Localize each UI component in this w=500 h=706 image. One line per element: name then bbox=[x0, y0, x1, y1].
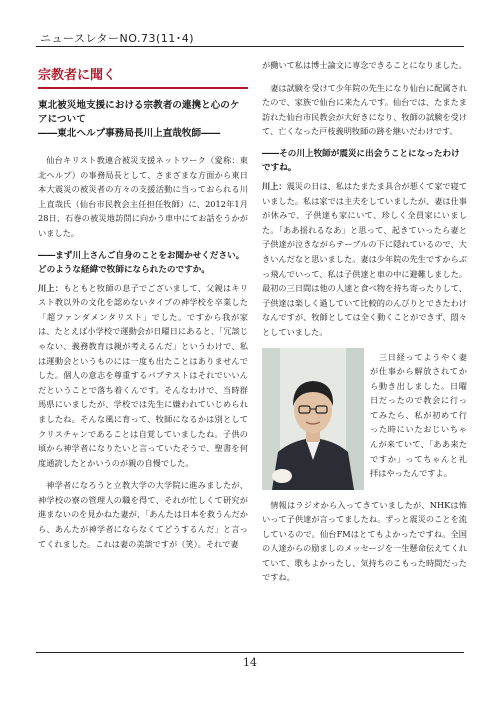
answer-2-paragraph-2-text: 三日経ってようやく妻が仕事から解放されてから動き出しました。日曜日だったので教会に行ってみたら、私が初めて行った時にいたおじいちゃんが来ていて、「ああ来たですか」ってちゃんと礼拝はやったんですよ。 bbox=[370, 351, 467, 479]
answer-1-paragraph-2: 神学者になろうと立教大学の大学院に進みましたが、神学校の寮の管理人の職を得て、それが忙しくて研究が進まないのを見かねた妻が、「あんたは日本を救うんだから、あんたが神学者にならなくてどうするんだ」と言ってくれました。これは妻の美談ですが（笑）。それで妻 bbox=[38, 480, 248, 549]
section-title: 宗教者に聞く bbox=[38, 64, 248, 89]
answer-2-paragraph-2 bbox=[370, 350, 467, 481]
answer-2-text: 震災の日は、私はたまたま具合が悪くて家で寝ていました。私は家では主夫をしていましたが、妻は仕事が休みで、子供達も家にいて、珍しく全員家にいました。「ああ揺れるなあ」と思って、起きていったら妻と子供達が泣きながらテーブルの下に隠れているので、大きいんだなと思いました。妻は少年院の先生ですからぶっ飛んでいって、私は子供達と車の中に避難しました。最初の三日間は他の人達と食べ物を持ち寄ったりして、子供達は楽しく過していて比較的のんびりとできたわけなんですが、牧師としては全く動くことができず、悶々としていました。 bbox=[262, 180, 467, 337]
answer-2-paragraph-1 bbox=[262, 179, 467, 340]
left-column bbox=[38, 58, 248, 559]
portrait-photo bbox=[262, 348, 364, 490]
right-paragraph-1: が働いて私は博士論文に専念できることになりました。 bbox=[262, 60, 467, 70]
question-1: ――まず川上さんご自身のことをお聞かせください。どのような経緯で牧師になられたのですか。 bbox=[38, 250, 245, 275]
page-number: 14 bbox=[243, 656, 257, 669]
right-paragraph-2: 妻は試験を受けて少年院の先生になり仙台に配属されたので、家族で仙台に来たんです。仙台では、たまたま訪れた仙台市民教会が大好きになり、牧師の試験を受けて、亡くなった戸枝義明牧師の跡を継いだわけです。 bbox=[262, 82, 467, 137]
answer-2-paragraph-3: 情報はラジオから入ってきていましたが、NHKは怖いって子供達が言ってましたね。ずっと震災のことを流しているので。仙台FMはとてもよかったですね。全国の人達からの励ましのメッセージを一生懸命伝えてくれていて、歌もよかったし、気持ちのこもった時間だったですね。 bbox=[262, 499, 467, 583]
speaker-label: 川上： bbox=[38, 282, 64, 293]
article-title-main: 東北被災地支援における宗教者の連携と心のケアについて bbox=[38, 100, 240, 125]
right-column bbox=[262, 58, 467, 593]
portrait-illustration bbox=[262, 348, 364, 490]
header-title: ニュースレターNO.73(11･4) bbox=[40, 32, 195, 45]
answer-1-text: もともと牧師の息子でございまして、父親はキリスト教以外の文化を認めないタイプの神学校を卒業した「超ファンダメンタリスト」でした。ですから我が家は、たとえば小学校で運動会が日曜日にあると、「冗談じゃない、義務教育は親が考えるんだ」というわけで、私は運動会というものには一度も出たことはありませんでした。個人の意志を尊重するバプテストはそれでいいんだということで落ち着くんです。そんなわけで、当時群馬県にいましたが、学校では先生に嫌われていじめられましたね。そんな風に育って、牧師になるかは別としてクリスチャンであることは自覚していましたね。子供の頃から神学者になりたいと言っていたそうで、聖書を何度通読したとかいうのが親の自慢でした。 bbox=[38, 282, 248, 468]
intro-paragraph: 仙台キリスト教連合被災支援ネットワーク（愛称：東北ヘルプ）の事務局長として、さまざまな方面から東日本大震災の被災者の方々の支援活動に当っておられる川上直哉氏（仙台市民教会主任担任牧師）に、2012年1月28日、石巻の被災地訪問に向かう車中にてお話をうかがいました。 bbox=[38, 155, 248, 238]
answer-1-paragraph-1 bbox=[38, 281, 248, 471]
speaker-label: 川上： bbox=[262, 180, 287, 191]
article-title bbox=[38, 99, 248, 141]
photo-block bbox=[262, 348, 467, 492]
footer-rule bbox=[36, 652, 464, 653]
article-title-subtitle: ――東北ヘルプ事務局長川上直哉牧師―― bbox=[38, 128, 221, 139]
header-rule bbox=[36, 46, 464, 47]
question-2: ――その川上牧師が震災に出会うことになったわけですね。 bbox=[262, 148, 460, 173]
